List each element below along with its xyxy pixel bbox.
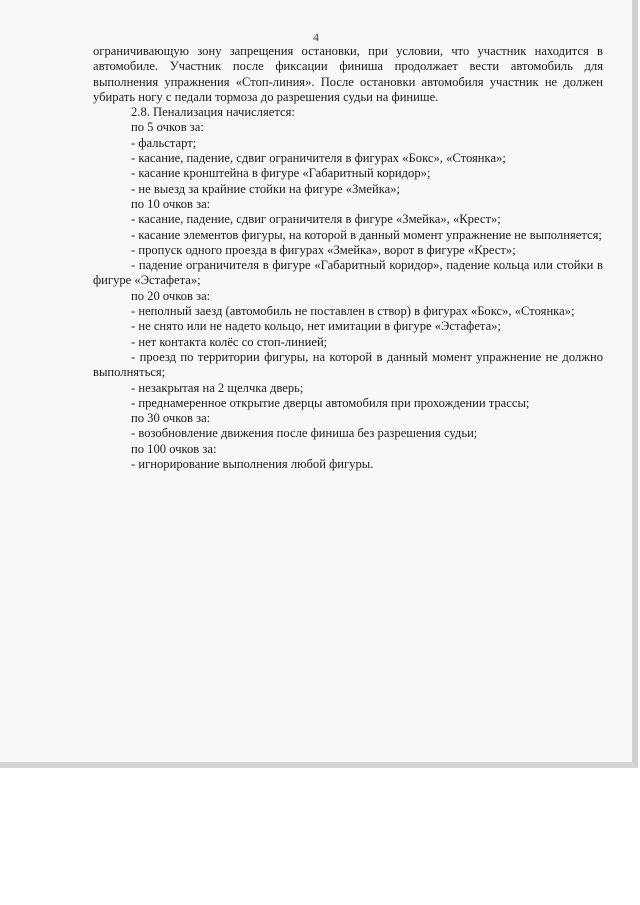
penalty-item: - нет контакта колёс со стоп-линией; <box>131 334 328 349</box>
penalty-item: - касание кронштейна в фигуре «Габаритный коридор»; <box>131 166 431 181</box>
blank-area <box>0 768 640 905</box>
penalty-item: - пропуск одного проезда в фигурах «Змейка», ворот в фигуре «Крест»; <box>131 242 516 257</box>
penalty-item: - возобновление движения после финиша без разрешения судьи; <box>131 426 478 441</box>
page-number: 4 <box>313 30 319 44</box>
penalty-item: - касание, падение, сдвиг ограничителя в фигуре «Змейка», «Крест»; <box>131 212 501 227</box>
penalty-item: - касание элементов фигуры, на которой в данный момент упражнение не выполняется; <box>131 227 602 242</box>
document-body <box>93 44 603 472</box>
penalty-item: - преднамеренное открытие дверцы автомобиля при прохождении трассы; <box>131 395 530 410</box>
penalty-item: - не снято или не надето кольцо, нет имитации в фигуре «Эстафета»; <box>131 319 501 334</box>
paragraph-finish-rules: ограничивающую зону запрещения остановки, при условии, что участник находится в автомобиле. Участник после фиксации финиша продолжает вести автомобиль для выполнения упражнения «Стоп-линия». После остановки автомобиля участник не должен убирать ногу с педали тормоза до разрешения судьи на финише. <box>93 44 603 104</box>
penalty-item: - неполный заезд (автомобиль не поставлен в створ) в фигурах «Бокс», «Стоянка»; <box>131 304 575 319</box>
penalty-group-100: по 100 очков за: <box>131 441 217 456</box>
section-heading-penalization: 2.8. Пенализация начисляется: <box>131 105 295 120</box>
penalty-item: - падение ограничителя в фигуре «Габаритный коридор», падение кольца или стойки в фигуре «Эстафета»; <box>93 258 603 288</box>
penalty-item: - незакрытая на 2 щелчка дверь; <box>131 380 304 395</box>
penalty-item: - фальстарт; <box>131 135 197 150</box>
penalty-group-5: по 5 очков за: <box>131 120 204 135</box>
penalty-group-20: по 20 очков за: <box>131 288 211 303</box>
penalty-item: - проезд по территории фигуры, на которой в данный момент упражнение не должно выполняться; <box>93 349 603 380</box>
penalty-group-10: по 10 очков за: <box>131 196 211 211</box>
penalty-item: - касание, падение, сдвиг ограничителя в фигурах «Бокс», «Стоянка»; <box>131 151 506 166</box>
penalty-item: - игнорирование выполнения любой фигуры. <box>131 457 374 472</box>
penalty-item: - не выезд за крайние стойки на фигуре «Змейка»; <box>131 181 401 196</box>
penalty-group-30: по 30 очков за: <box>131 411 211 426</box>
